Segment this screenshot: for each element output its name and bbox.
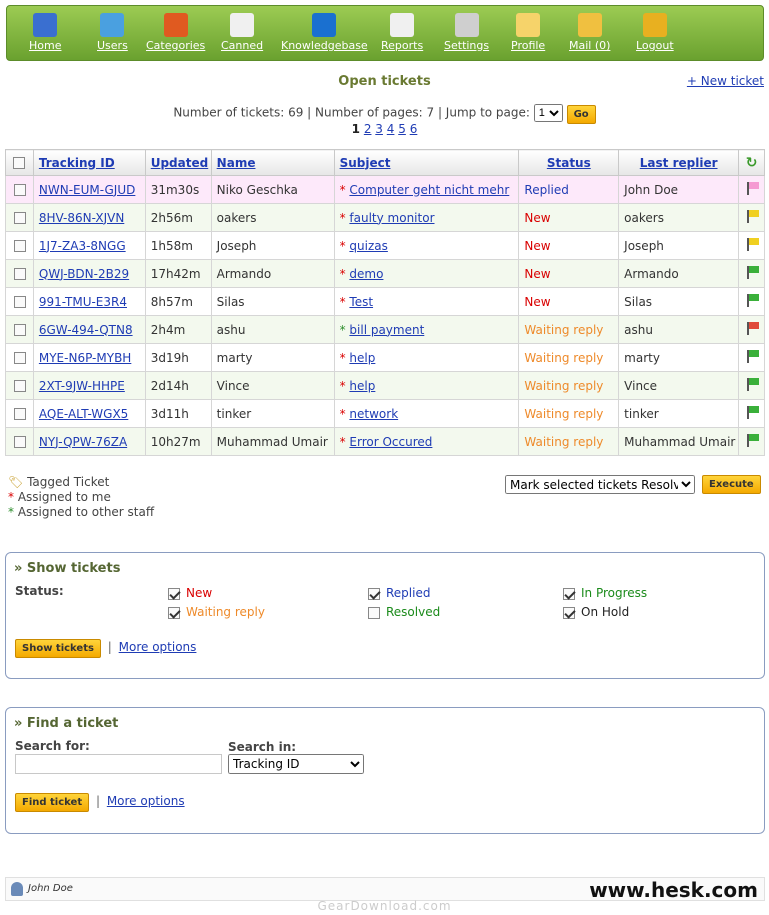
subject-link[interactable]: network xyxy=(349,406,399,421)
name-cell: oakers xyxy=(211,204,334,232)
row-checkbox[interactable] xyxy=(14,240,26,252)
subject-link[interactable]: faulty monitor xyxy=(349,210,435,225)
execute-button[interactable]: Execute xyxy=(702,475,761,494)
status-cell: New xyxy=(519,260,619,288)
search-for-label: Search for: xyxy=(15,739,90,753)
updated-cell: 8h57m xyxy=(145,288,211,316)
status-cell: Waiting reply xyxy=(519,316,619,344)
name-cell: Armando xyxy=(211,260,334,288)
row-checkbox[interactable] xyxy=(14,296,26,308)
subject-link[interactable]: help xyxy=(349,378,376,393)
table-row[interactable] xyxy=(6,316,765,344)
pie-chart-icon xyxy=(164,13,188,37)
name-cell: ashu xyxy=(211,316,334,344)
filter-new[interactable]: New xyxy=(168,586,212,600)
page-link-5[interactable]: 5 xyxy=(398,122,406,136)
show-tickets-button[interactable]: Show tickets xyxy=(15,639,101,658)
footer xyxy=(5,877,765,901)
sort-subject[interactable]: Subject xyxy=(339,155,391,170)
table-row[interactable] xyxy=(6,400,765,428)
status-cell: New xyxy=(519,204,619,232)
canned-document-icon xyxy=(230,13,254,37)
page-link-4[interactable]: 4 xyxy=(386,122,395,136)
sort-status[interactable]: Status xyxy=(546,155,591,170)
last-replier-cell: Muhammad Umair xyxy=(619,428,739,456)
filter-replied[interactable]: Replied xyxy=(368,586,430,600)
name-cell: marty xyxy=(211,344,334,372)
nav-profile[interactable]: Profile xyxy=(511,13,545,52)
user-icon xyxy=(11,882,23,896)
search-input[interactable] xyxy=(15,754,222,774)
gear-icon xyxy=(455,13,479,37)
show-tickets-panel xyxy=(5,552,765,679)
tracking-id-link[interactable]: NWN-EUM-GJUD xyxy=(38,182,136,197)
name-cell: Muhammad Umair xyxy=(211,428,334,456)
nav-knowledgebase[interactable]: Knowledgebase xyxy=(281,13,368,52)
status-cell: Waiting reply xyxy=(519,428,619,456)
filter-on-hold-checkbox[interactable] xyxy=(563,607,575,619)
filter-in-progress[interactable]: In Progress xyxy=(563,586,647,600)
find-ticket-panel xyxy=(5,707,765,834)
row-checkbox[interactable] xyxy=(14,436,26,448)
footer-site: www.hesk.com xyxy=(589,878,758,902)
priority-flag-icon xyxy=(745,265,759,279)
show-more-options-link[interactable]: More options xyxy=(118,640,197,654)
priority-flag-icon xyxy=(745,181,759,195)
select-all-header xyxy=(6,150,34,176)
filter-on-hold[interactable]: On Hold xyxy=(563,605,629,619)
search-in-select[interactable] xyxy=(228,754,364,774)
legend-tagged: 🏷 Tagged Ticket xyxy=(8,475,110,489)
updated-cell: 1h58m xyxy=(145,232,211,260)
assignment-star: * xyxy=(339,350,346,365)
reports-icon xyxy=(390,13,414,37)
table-row[interactable] xyxy=(6,176,765,204)
last-replier-cell: Armando xyxy=(619,260,739,288)
last-replier-cell: Silas xyxy=(619,288,739,316)
nav-mail[interactable]: Mail (0) xyxy=(569,13,610,52)
row-checkbox[interactable] xyxy=(14,212,26,224)
updated-cell: 2h4m xyxy=(145,316,211,344)
page-link-2[interactable]: 2 xyxy=(363,122,372,136)
table-row[interactable] xyxy=(6,204,765,232)
last-replier-cell: tinker xyxy=(619,400,739,428)
tracking-id-link[interactable]: 991-TMU-E3R4 xyxy=(38,294,127,309)
row-checkbox[interactable] xyxy=(14,408,26,420)
nav-home[interactable]: Home xyxy=(29,13,61,52)
last-replier-cell: Joseph xyxy=(619,232,739,260)
status-label: Status: xyxy=(15,584,64,598)
row-checkbox[interactable] xyxy=(14,380,26,392)
filter-waiting-reply[interactable]: Waiting reply xyxy=(168,605,265,619)
current-page: 1 xyxy=(351,122,360,136)
jump-to-page-select[interactable] xyxy=(534,104,563,122)
mail-icon xyxy=(578,13,602,37)
assignment-star: * xyxy=(339,266,346,281)
show-actions: Show tickets | More options xyxy=(15,639,196,658)
sort-tracking-id[interactable]: Tracking ID xyxy=(38,155,115,170)
last-replier-cell: oakers xyxy=(619,204,739,232)
priority-flag-icon xyxy=(745,349,759,363)
nav-settings[interactable]: Settings xyxy=(444,13,489,52)
assignment-star: * xyxy=(339,406,346,421)
subject-link[interactable]: help xyxy=(349,350,376,365)
filter-resolved[interactable]: Resolved xyxy=(368,605,440,619)
filter-waiting-reply-checkbox[interactable] xyxy=(168,607,180,619)
updated-cell: 31m30s xyxy=(145,176,211,204)
new-ticket-link[interactable]: + New ticket xyxy=(686,74,764,88)
filter-in-progress-checkbox[interactable] xyxy=(563,588,575,600)
info-icon xyxy=(312,13,336,37)
tracking-id-link[interactable]: 1J7-ZA3-8NGG xyxy=(38,238,126,253)
assignment-star: * xyxy=(339,294,346,309)
tracking-id-link[interactable]: QWJ-BDN-2B29 xyxy=(38,266,130,281)
priority-flag-icon xyxy=(745,377,759,391)
bulk-action-wrapper xyxy=(505,475,695,494)
tracking-id-link[interactable]: NYJ-QPW-76ZA xyxy=(38,434,128,449)
status-cell: Waiting reply xyxy=(519,344,619,372)
nav-users[interactable]: Users xyxy=(97,13,128,52)
tag-icon: 🏷 xyxy=(8,475,24,489)
nav-categories[interactable]: Categories xyxy=(146,13,205,52)
table-row[interactable] xyxy=(6,232,765,260)
updated-cell: 10h27m xyxy=(145,428,211,456)
status-cell: New xyxy=(519,288,619,316)
priority-flag-icon xyxy=(745,237,759,251)
profile-icon xyxy=(516,13,540,37)
show-tickets-title: » Show tickets xyxy=(14,561,121,576)
bulk-action-select[interactable] xyxy=(505,475,695,494)
filter-resolved-checkbox[interactable] xyxy=(368,607,380,619)
table-row[interactable] xyxy=(6,288,765,316)
subject-link[interactable]: Computer geht nicht mehr xyxy=(349,182,510,197)
find-ticket-title: » Find a ticket xyxy=(14,716,119,731)
assignment-star: * xyxy=(339,210,346,225)
last-replier-cell: marty xyxy=(619,344,739,372)
key-icon xyxy=(643,13,667,37)
name-cell: Silas xyxy=(211,288,334,316)
search-in-label: Search in: xyxy=(228,740,297,754)
sort-last-replier[interactable]: Last replier xyxy=(639,155,718,170)
assignment-star: * xyxy=(339,322,346,337)
nav-logout[interactable]: Logout xyxy=(636,13,674,52)
row-checkbox[interactable] xyxy=(14,352,26,364)
find-actions: Find ticket | More options xyxy=(15,793,185,812)
tracking-id-link[interactable]: MYE-N6P-MYBH xyxy=(38,350,132,365)
page-link-3[interactable]: 3 xyxy=(375,122,383,136)
last-replier-cell: ashu xyxy=(619,316,739,344)
sort-priority-icon[interactable]: ↻ xyxy=(745,154,758,171)
subject-link[interactable]: Test xyxy=(349,294,374,309)
filter-replied-checkbox[interactable] xyxy=(368,588,380,600)
row-checkbox[interactable] xyxy=(14,324,26,336)
name-cell: Vince xyxy=(211,372,334,400)
find-ticket-button[interactable]: Find ticket xyxy=(15,793,89,812)
name-cell: tinker xyxy=(211,400,334,428)
priority-flag-icon xyxy=(745,405,759,419)
row-checkbox[interactable] xyxy=(14,184,26,196)
watermark: GearDownload.com xyxy=(317,899,452,913)
find-more-options-link[interactable]: More options xyxy=(106,794,185,808)
home-icon xyxy=(33,13,57,37)
tracking-id-link[interactable]: AQE-ALT-WGX5 xyxy=(38,406,129,421)
table-row[interactable] xyxy=(6,428,765,456)
sort-updated[interactable]: Updated xyxy=(150,155,209,170)
table-row[interactable] xyxy=(6,344,765,372)
updated-cell: 2d14h xyxy=(145,372,211,400)
tracking-id-link[interactable]: 8HV-86N-XJVN xyxy=(38,210,125,225)
priority-flag-icon xyxy=(745,209,759,223)
tracking-id-link[interactable]: 6GW-494-QTN8 xyxy=(38,322,133,337)
page-links xyxy=(0,122,769,136)
priority-flag-icon xyxy=(745,321,759,335)
status-cell: New xyxy=(519,232,619,260)
legend-assigned-me: * Assigned to me xyxy=(8,490,111,504)
footer-user: John Doe xyxy=(28,883,73,894)
last-replier-cell: Vince xyxy=(619,372,739,400)
nav-reports[interactable]: Reports xyxy=(381,13,423,52)
updated-cell: 3d19h xyxy=(145,344,211,372)
sort-name[interactable]: Name xyxy=(216,155,256,170)
top-navigation-bar xyxy=(6,5,764,61)
priority-flag-icon xyxy=(745,293,759,307)
assignment-star: * xyxy=(339,238,346,253)
table-row[interactable] xyxy=(6,260,765,288)
table-row[interactable] xyxy=(6,372,765,400)
assignment-star: * xyxy=(339,378,346,393)
priority-flag-icon xyxy=(745,433,759,447)
tickets-table xyxy=(5,149,765,456)
status-cell: Replied xyxy=(519,176,619,204)
subject-link[interactable]: bill payment xyxy=(349,322,425,337)
ticket-count-text: Number of tickets: 69 | Number of pages: 7 | Jump to page: xyxy=(173,105,530,120)
last-replier-cell: John Doe xyxy=(619,176,739,204)
subject-link[interactable]: Error Occured xyxy=(349,434,433,449)
name-cell: Joseph xyxy=(211,232,334,260)
assignment-star: * xyxy=(339,182,346,197)
go-button[interactable]: Go xyxy=(567,105,596,124)
status-cell: Waiting reply xyxy=(519,400,619,428)
filter-new-checkbox[interactable] xyxy=(168,588,180,600)
ticket-legend xyxy=(8,475,154,520)
page-title: Open tickets xyxy=(338,74,431,89)
legend-assigned-other: * Assigned to other staff xyxy=(8,505,155,519)
updated-cell: 2h56m xyxy=(145,204,211,232)
row-checkbox[interactable] xyxy=(14,268,26,280)
nav-canned[interactable]: Canned xyxy=(221,13,263,52)
name-cell: Niko Geschka xyxy=(211,176,334,204)
page-link-6[interactable]: 6 xyxy=(409,122,418,136)
updated-cell: 17h42m xyxy=(145,260,211,288)
users-icon xyxy=(100,13,124,37)
pagination-info xyxy=(0,104,769,124)
assignment-star: * xyxy=(339,434,346,449)
subject-link[interactable]: quizas xyxy=(349,238,388,253)
select-all-checkbox[interactable] xyxy=(13,157,25,169)
tracking-id-link[interactable]: 2XT-9JW-HHPE xyxy=(38,378,125,393)
subject-link[interactable]: demo xyxy=(349,266,384,281)
status-cell: Waiting reply xyxy=(519,372,619,400)
updated-cell: 3d11h xyxy=(145,400,211,428)
